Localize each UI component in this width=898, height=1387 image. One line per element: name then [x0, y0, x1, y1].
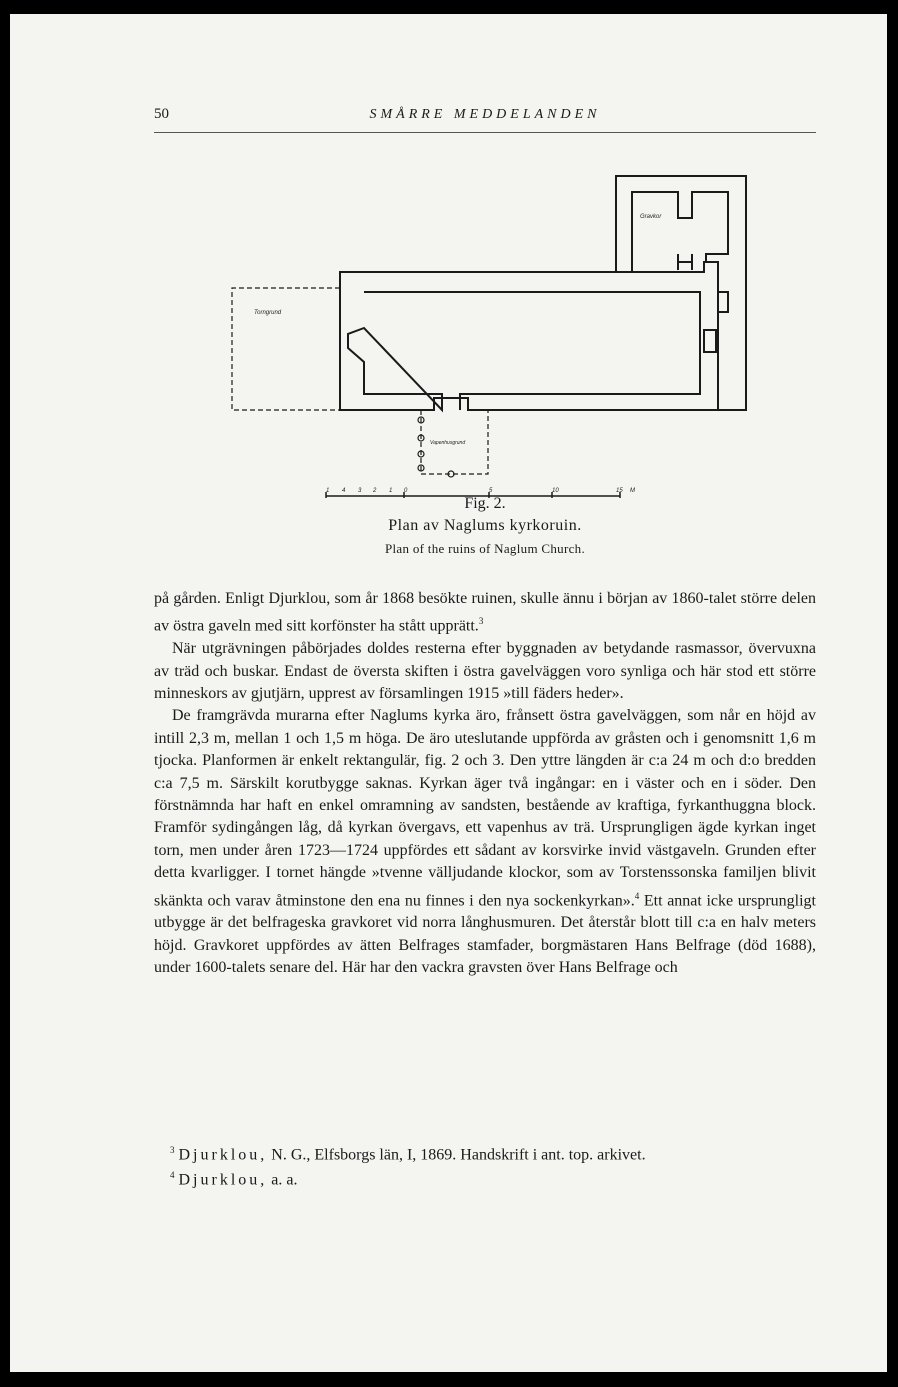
- scale-label: 5: [489, 488, 493, 494]
- outer-wall: [340, 262, 718, 410]
- scale-label: 0: [404, 488, 408, 494]
- paragraph: på gården. Enligt Djurklou, som år 1868 besökte ruinen, skulle ännu i början av 1860-talet större delen av östra gaveln med sitt korfönster ha stått upprätt.$^3$: [154, 590, 816, 635]
- scale-label: M: [630, 488, 635, 494]
- footnote-4: $^4$ Djurklou, a. a.: [170, 1170, 298, 1189]
- east-niche: [718, 292, 728, 312]
- scale-label: 1: [389, 488, 393, 494]
- vapenhusgrund-label: Vapenhusgrund: [430, 440, 466, 446]
- footnote-ref: 3: [478, 616, 484, 627]
- scale-label: 1: [326, 488, 330, 494]
- scale-label: 10: [552, 488, 559, 494]
- gravkor-passage: [678, 254, 692, 270]
- tower-foundation-outline: [232, 288, 340, 410]
- figure-number: Fig. 2.: [464, 495, 506, 512]
- footnote-ref: 4: [634, 890, 640, 901]
- caption-swedish: Plan av Naglums kyrkoruin.: [388, 517, 582, 534]
- footnote-author: Djurklou,: [178, 1146, 268, 1164]
- caption-english: Plan of the ruins of Naglum Church.: [384, 541, 586, 556]
- floor-plan-drawing: [206, 162, 766, 512]
- paragraph: De framgrävda murarna efter Naglums kyrka äro, frånsett östra gavelväggen, som når en höjd av intill 2,3 m, mellan 1 och 1,5 m höga. De äro uteslutande uppförda av gråsten och i genomsnitt 1,6 m tjocka. Planformen är enkelt rektangulär, fig. 2 och 3. Den yttre längden är c:a 24 m och d:o bredden c:a 7,5 m. Särskilt korutbygge saknas. Kyrkan äger två ingångar: en i väster och en i söder. Den förstnämnda har haft en enkel omramning av sandsten, bestående av kraftiga, fyrkanthuggna block. Framför sydingången låg, då kyrkan övergavs, ett vapenhus av trä. Ursprungligen ägde kyrkan inget torn, men under åren 1723—1724 uppfördes ett sådant av korsvirke invid västgaveln. Grunden efter detta kvarligger. I tornet hängde »tvenne välljudande klockor, som av Torstenssonska familjen blivit skänkta och varav åtminstone den ena nu finnes i den nya sockenkyrkan».$^4$ Ett annat icke ursprungligt utbygge är det belfrageska gravkoret vid norra långhusmuren. Det återstår blott till c:a en halv meters höjd. Gravkoret uppfördes av ätten Belfrages stamfader, borgmästaren Hans Belfrage (död 1688), under 1600-talets senare del. Här har den vackra gravsten över Hans Belfrage och: [154, 707, 816, 977]
- page-number: 50: [154, 106, 169, 122]
- scale-label: 4: [342, 488, 346, 494]
- east-window: [704, 330, 716, 352]
- scale-label: 3: [358, 488, 362, 494]
- church-floor-plan: [206, 162, 766, 512]
- torngrund-label: Torngrund: [254, 310, 282, 316]
- inner-wall: [348, 292, 700, 410]
- footnote-3: $^3$ Djurklou, N. G., Elfsborgs län, I, 1869. Handskrift i ant. top. arkivet.: [170, 1145, 646, 1164]
- page-header: [154, 106, 816, 133]
- running-head: SMÅRRE MEDDELANDEN: [369, 107, 601, 122]
- footnote-author: Djurklou,: [178, 1171, 268, 1189]
- paragraph: När utgrävningen påbörjades doldes resterna efter byggnaden av betydande rasmassor, övervuxna av träd och buskar. Endast de översta skiften i östra gavelväggen voro synliga och här stod ett större minneskors av gjutjärn, upprest av församlingen 1915 »till fäders heder».: [154, 640, 816, 702]
- scale-label: 15: [616, 488, 623, 494]
- scale-label: 2: [373, 488, 377, 494]
- footnotes: [154, 1140, 816, 1191]
- body-text: [154, 588, 816, 980]
- scanned-page: [10, 14, 887, 1372]
- gravkor-inner-wall: [632, 192, 728, 272]
- gravkor-label: Gravkor: [640, 214, 662, 220]
